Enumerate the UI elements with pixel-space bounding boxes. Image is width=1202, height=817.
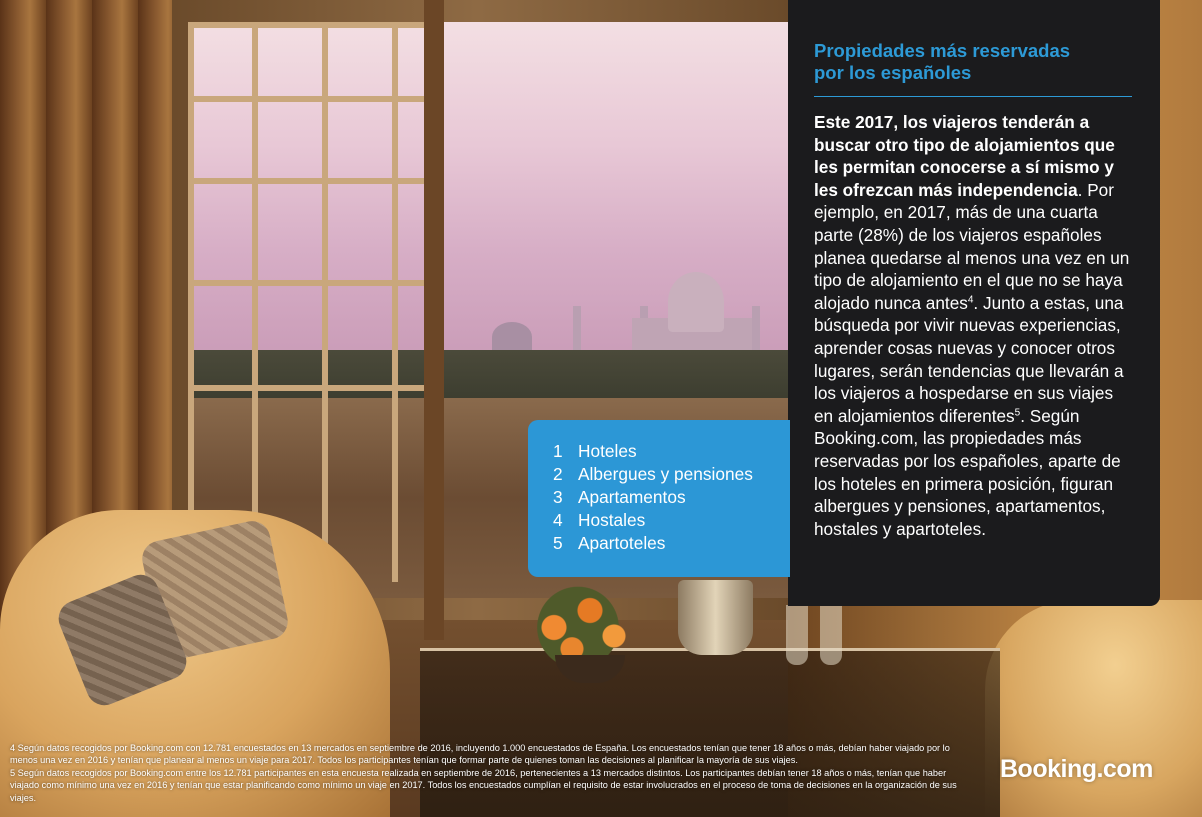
ranking-box: [528, 420, 790, 577]
window-transom: [188, 96, 430, 102]
champagne-glass: [820, 605, 842, 665]
list-number: 5: [553, 532, 563, 553]
champagne-bucket: [678, 580, 753, 655]
footnote-4: 4 Según datos recogidos por Booking.com con 12.781 encuestados en 13 mercados en septiembre de 2016, incluyendo 1.000 encuestados de España. Los encuestados tenían que tener 18 años o más, debían haber viajado por lo menos una vez en 2016 y tenían que planear al menos un viaje para 2017. Todos los participantes tenían que formar parte de quienes toman las decisiones al planificar la mayoría de sus viajes.: [10, 743, 950, 766]
title-divider: [814, 96, 1132, 97]
footnotes: [10, 742, 970, 804]
article-panel: [788, 0, 1160, 606]
list-label: Apartoteles: [578, 532, 666, 553]
footnote-ref-4: 4: [967, 294, 974, 306]
list-label: Apartamentos: [578, 486, 686, 507]
panel-title-line1: Propiedades más reservadas: [814, 40, 1071, 61]
window-mullion: [252, 22, 258, 582]
window-mullion: [322, 22, 328, 582]
panel-title: [814, 40, 1134, 84]
door-post: [424, 0, 444, 640]
list-item: [553, 440, 790, 463]
list-number: 3: [553, 486, 563, 507]
list-number: 4: [553, 509, 563, 530]
booking-logo: Booking.com: [1000, 755, 1153, 783]
article-body: [814, 111, 1134, 540]
champagne-glass: [786, 605, 808, 665]
body-text-3: . Según Booking.com, las propiedades más reservadas por los españoles, aparte de los hoteles en primera posición, figuran albergues y pensiones, apartamentos, hostales y apartoteles.: [814, 405, 1121, 539]
right-armchair: [985, 600, 1202, 817]
list-item: [553, 486, 790, 509]
panel-title-line2: por los españoles: [814, 62, 972, 83]
window-mullion: [392, 22, 398, 582]
window-transom: [188, 22, 430, 28]
window-transom: [188, 178, 430, 184]
list-label: Hostales: [578, 509, 646, 530]
list-label: Hoteles: [578, 441, 637, 461]
lead-period: .: [1077, 179, 1083, 200]
list-item: [553, 509, 790, 532]
taj-mahal-dome: [668, 272, 724, 332]
list-item: [553, 463, 790, 486]
body-text-2: . Junto a estas, una búsqueda por vivir nuevas experiencias, aprender cosas nuevas y conocer otros lugares, serán tendencias que llevarán a los viajeros a hospedarse en sus viajes en alojamientos diferentes: [814, 292, 1124, 426]
window-transom: [188, 385, 430, 391]
list-item: [553, 532, 790, 555]
footnote-ref-5: 5: [1014, 406, 1021, 418]
list-label: Albergues y pensiones: [578, 463, 753, 484]
footnote-5: 5 Según datos recogidos por Booking.com entre los 12.781 participantes en esta encuesta realizada en septiembre de 2016, pertenecientes a 13 mercados distintos. Los participantes debían tener 18 años o más, tenían que haber viajado como mínimo una vez en 2016 y tenían que estar planificando como mínimo un viaje en 2017. Todos los encuestados cumplían el requisito de estar involucrados en el proceso de toma de decisiones en la organización de sus viajes.: [10, 767, 957, 803]
list-number: 1: [553, 441, 563, 461]
list-number: 2: [553, 463, 563, 484]
window-mullion: [188, 22, 194, 582]
minor-dome: [492, 322, 532, 352]
lead-sentence: Este 2017, los viajeros tenderán a buscar otro tipo de alojamientos que les permitan conocerse a sí mismo y les ofrezcan más independencia: [814, 112, 1115, 200]
body-text-1: Por ejemplo, en 2017, más de una cuarta parte (28%) de los viajeros españoles planea quedarse al menos una vez en un tipo de alojamiento en el que no se haya alojado nunca antes: [814, 179, 1130, 313]
window-transom: [188, 280, 430, 286]
